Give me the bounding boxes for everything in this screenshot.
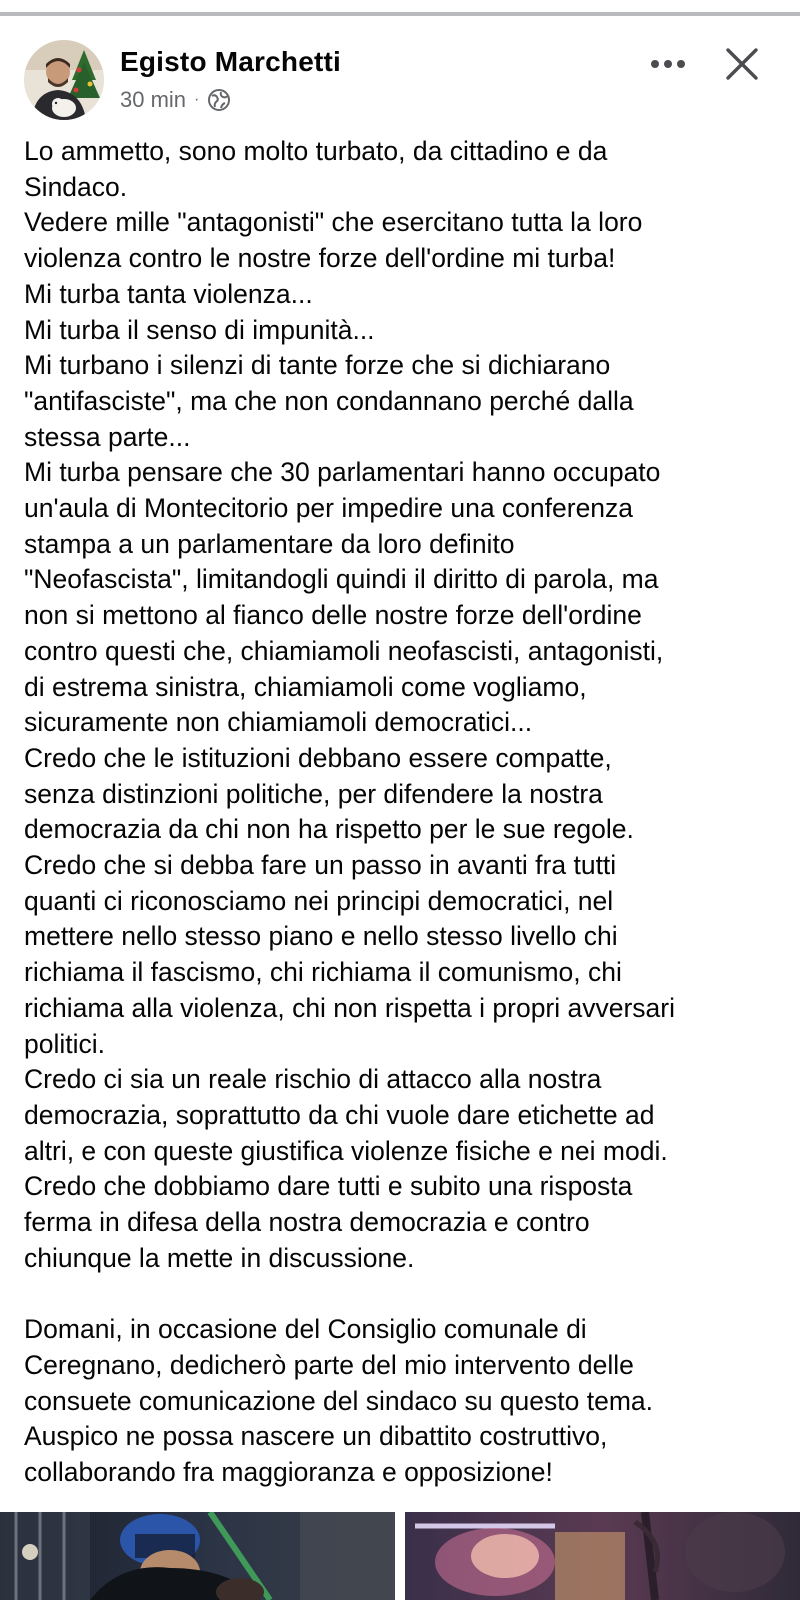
avatar-image [24,40,104,120]
post-line: stessa parte... [24,421,191,452]
post-line: democrazia, soprattutto da chi vuole dare etichette ad [24,1099,655,1130]
post-line: contro questi che, chiamiamoli neofascisti, antagonisti, [24,635,664,666]
globe-icon [207,88,231,112]
post-line: "antifasciste", ma che non condannano perché dalla [24,385,634,416]
post-line: Credo che le istituzioni debbano essere compatte, [24,742,612,773]
avatar[interactable] [24,40,104,120]
post-line: ferma in difesa della nostra democrazia e contro [24,1207,590,1238]
post-time[interactable]: 30 min [120,87,187,112]
top-divider [0,12,800,16]
post-line: Domani, in occasione del Consiglio comunale di [24,1314,587,1345]
post-line: richiama alla violenza, chi non rispetta i propri avversari [24,992,676,1023]
post-line: Ceregnano, dedicherò parte del mio intervento delle [24,1349,634,1380]
close-button[interactable] [718,40,766,88]
post-line: di estrema sinistra, chiamiamoli come vogliamo, [24,671,587,702]
post-line: Mi turba il senso di impunità... [24,314,375,345]
post-line: politici. [24,1028,106,1059]
post-line: consuete comunicazione del sindaco su questo tema. [24,1385,654,1416]
post-line: Vedere mille "antagonisti" che esercitano tutta la loro [24,207,643,238]
more-icon [650,59,686,69]
post-line: chiunque la mette in discussione. [24,1242,415,1273]
photo-fire-image [405,1512,800,1600]
post-line: quanti ci riconosciamo nei principi democratici, nel [24,885,614,916]
post-line: Sindaco. [24,171,128,202]
post-meta [120,85,231,115]
post-line: altri, e con queste giustifica violenze fisiche e nei modi. [24,1135,668,1166]
more-options-button[interactable] [638,44,698,84]
post-header [24,40,776,120]
post-photos [0,1512,800,1600]
post-line: collaborando fra maggioranza e opposizione! [24,1457,553,1487]
post-line: Credo che si debba fare un passo in avanti fra tutti [24,850,617,881]
close-icon [725,47,759,81]
post-line: Mi turba tanta violenza... [24,278,313,309]
post-line: Mi turba pensare che 30 parlamentari hanno occupato [24,457,661,488]
post-line: "Neofascista", limitandogli quindi il diritto di parola, ma [24,564,659,595]
photo-police-image [0,1512,395,1600]
post-line: richiama il fascismo, chi richiama il comunismo, chi [24,957,622,988]
post-line: stampa a un parlamentare da loro definito [24,528,515,559]
post-line: non si mettono al fianco delle nostre forze dell'ordine [24,600,642,631]
post-line: senza distinzioni politiche, per difendere la nostra [24,778,603,809]
post-line: mettere nello stesso piano e nello stesso livello chi [24,921,618,952]
post-line: Credo che dobbiamo dare tutti e subito una risposta [24,1171,633,1202]
post-line: Lo ammetto, sono molto turbato, da cittadino e da [24,136,608,166]
post-body [24,134,784,1491]
post-line: violenza contro le nostre forze dell'ordine mi turba! [24,243,616,274]
post-line: sicuramente non chiamiamoli democratici... [24,707,533,738]
post-line: Mi turbano i silenzi di tante forze che si dichiarano [24,350,611,381]
photo-police[interactable] [0,1512,395,1600]
photo-fire[interactable] [405,1512,800,1600]
author-name[interactable]: Egisto Marchetti [120,46,342,77]
post-line: democrazia da chi non ha rispetto per le sue regole. [24,814,634,845]
post-line: Auspico ne possa nascere un dibattito costruttivo, [24,1421,608,1452]
post-line: Credo ci sia un reale rischio di attacco alla nostra [24,1064,602,1095]
meta-separator: · [194,91,200,108]
paragraph-gap [24,1277,784,1313]
post-line: un'aula di Montecitorio per impedire una conferenza [24,493,634,524]
